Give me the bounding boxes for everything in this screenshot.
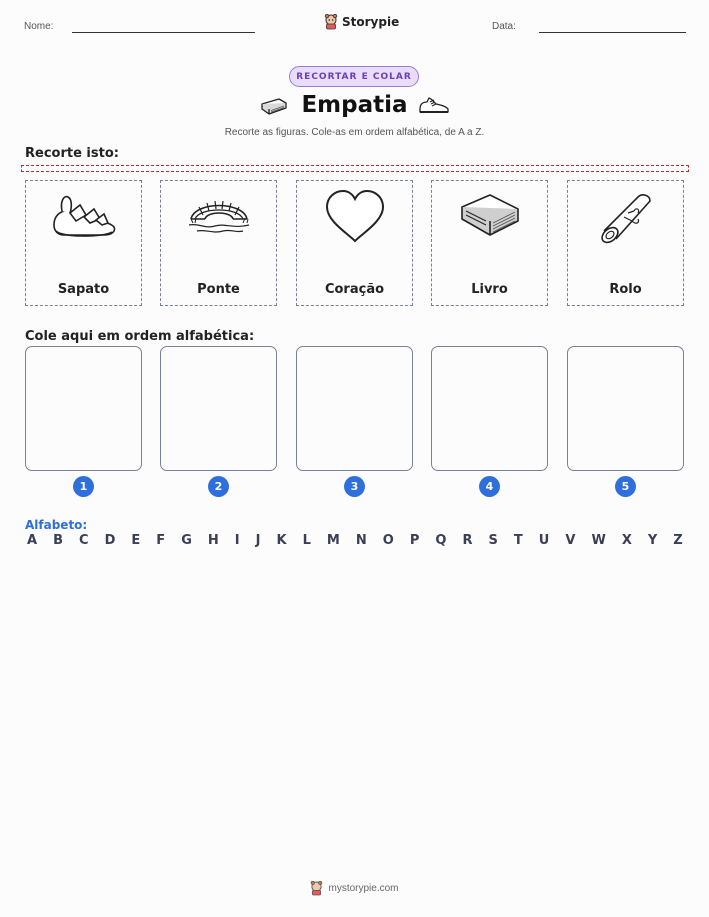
card-label: Livro: [471, 282, 508, 297]
alphabet-letter: C: [79, 533, 89, 548]
alphabet-letter: Y: [647, 533, 658, 548]
date-line: [539, 32, 686, 33]
alphabet-letter: J: [255, 533, 261, 548]
cutout-card-sapato[interactable]: [25, 180, 142, 306]
alphabet-letter: K: [276, 533, 287, 548]
activity-tag: RECORTAR E COLAR: [289, 66, 419, 87]
alphabet-letter: P: [409, 533, 420, 548]
card-label: Coração: [324, 282, 385, 297]
alphabet-letter: F: [156, 533, 166, 548]
alphabet-letter: O: [382, 533, 394, 548]
number-badge-3: 3: [344, 476, 365, 497]
alphabet-letter: G: [181, 533, 192, 548]
card-label: Sapato: [57, 282, 110, 297]
alphabet-letter: X: [621, 533, 632, 548]
cutout-card-ponte[interactable]: [160, 180, 277, 306]
sandal-icon: [50, 189, 118, 241]
cutout-card-livro[interactable]: [431, 180, 548, 306]
name-line: [72, 32, 255, 33]
alphabet-letter: Q: [435, 533, 447, 548]
alphabet-letter: U: [538, 533, 550, 548]
cutout-card-coracao[interactable]: [296, 180, 413, 306]
paste-box-5[interactable]: [567, 346, 684, 471]
card-label: Ponte: [197, 282, 240, 297]
alphabet-letter: T: [513, 533, 523, 548]
cutout-card-rolo[interactable]: [567, 180, 684, 306]
date-label: Data:: [492, 21, 516, 32]
alphabet-letter: Z: [673, 533, 683, 548]
alphabet-heading: Alfabeto:: [25, 518, 88, 532]
cut-line: [21, 165, 689, 172]
number-badge-2: 2: [208, 476, 229, 497]
alphabet-letter: A: [27, 533, 38, 548]
name-label: Nome:: [24, 21, 54, 32]
alphabet-row: [27, 533, 683, 548]
brand-name: Storypie: [342, 15, 400, 29]
storypie-mascot-icon: [310, 881, 323, 896]
number-badge-4: 4: [479, 476, 500, 497]
bridge-icon: [185, 189, 253, 241]
paste-section-heading: Cole aqui em ordem alfabética:: [25, 329, 255, 344]
footer-site-link[interactable]: mystorypie.com: [328, 883, 399, 894]
heart-icon: [321, 189, 389, 245]
alphabet-letter: E: [131, 533, 141, 548]
brand-logo: [324, 14, 399, 30]
sneaker-icon: [418, 94, 450, 116]
alphabet-letter: H: [207, 533, 219, 548]
paste-box-2[interactable]: [160, 346, 277, 471]
number-badge-5: 5: [615, 476, 636, 497]
paste-box-1[interactable]: [25, 346, 142, 471]
number-badge-1: 1: [73, 476, 94, 497]
alphabet-letter: M: [326, 533, 340, 548]
cut-section-heading: Recorte isto:: [25, 146, 119, 161]
footer: [0, 881, 709, 896]
alphabet-letter: W: [591, 533, 606, 548]
alphabet-letter: N: [355, 533, 367, 548]
alphabet-letter: V: [565, 533, 576, 548]
alphabet-letter: D: [104, 533, 116, 548]
alphabet-letter: B: [53, 533, 63, 548]
paste-box-3[interactable]: [296, 346, 413, 471]
alphabet-letter: L: [302, 533, 311, 548]
storypie-mascot-icon: [324, 14, 338, 30]
book-icon: [456, 189, 524, 241]
paste-box-4[interactable]: [431, 346, 548, 471]
alphabet-letter: R: [462, 533, 473, 548]
alphabet-letter: I: [234, 533, 240, 548]
worksheet-title: Empatia: [301, 92, 408, 118]
alphabet-letter: S: [488, 533, 498, 548]
instructions-text: Recorte as figuras. Cole-as em ordem alfabética, de A a Z.: [224, 127, 485, 138]
card-label: Rolo: [609, 282, 642, 297]
scroll-icon: [592, 189, 660, 245]
